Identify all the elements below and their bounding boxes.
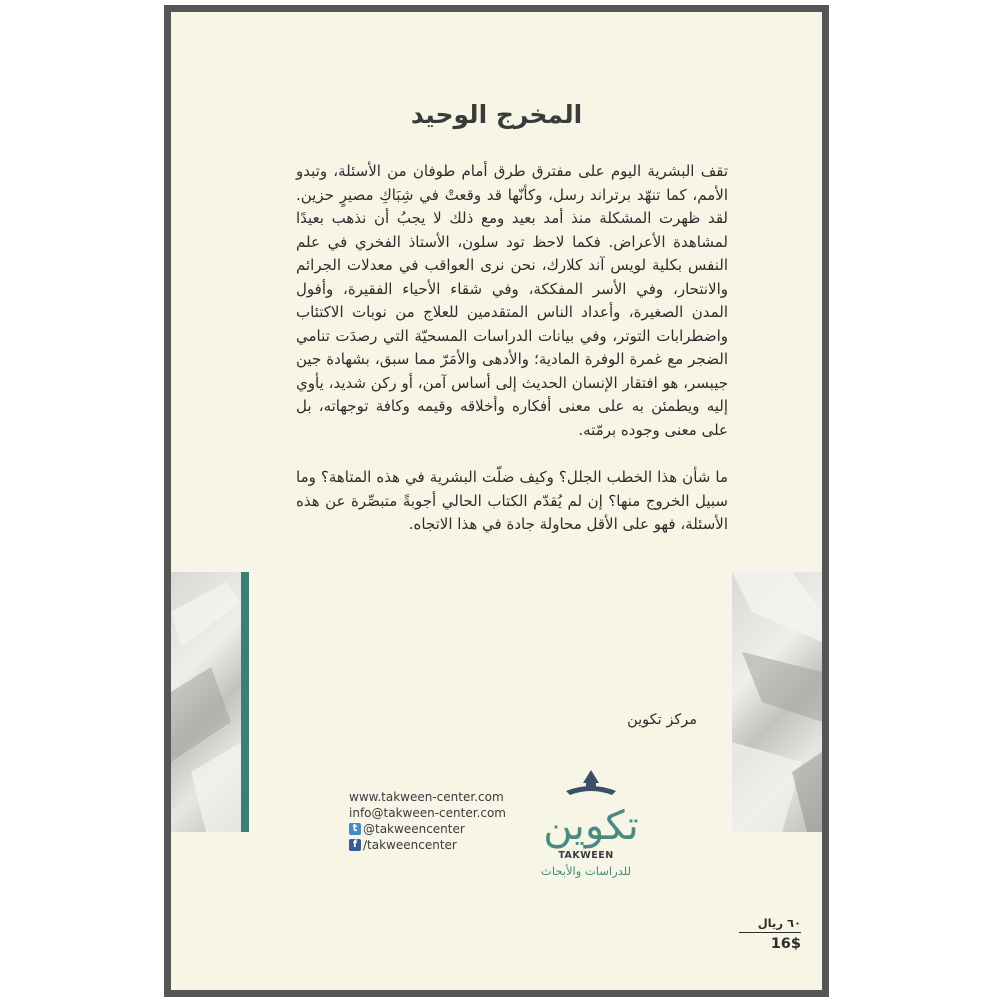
price-divider xyxy=(739,932,801,933)
logo-arabic-tagline: للدراسات والأبحاث xyxy=(541,864,631,878)
marble-decoration-right xyxy=(732,572,822,832)
blurb-paragraph-1: تقف البشرية اليوم على مفترق طرق أمام طوفان من الأسئلة، وتبدو الأمم، كما تنهّد برتراند رسل، وكأنّها قد وقعتْ في شِبَاكِ مصيرٍ حزين. لقد ظهرت المشكلة منذ أمد بعيد ومع ذلك لا يجبُ أن نذهب بعيدًا لمشاهدة الأعراض. فكما لاحظ تود سلون، الأستاذ الفخري في علم النفس بكلية لويس آند كلارك، نحن نرى العواقب في معدلات الجرائم والانتحار، وفي الأسر المفككة، وفي شقاء الأحياء الفقيرة، وأفول المدن الصغيرة، وأعداد الناس المتقدمين للعلاج من نوبات الاكتئاب واضطرابات التوتر، وفي بيانات الدراسات المسحيّة التي رصدَت تنامي الضجر مع غمرة الوفرة المادية؛ والأدهى والأمَرّ مما سبق، بشهادة جين جيبسر، هو افتقار الإنسان الحديث إلى أساس آمن، أو ركن شديد، يأوي إليه ويطمئن به على معنى أفكاره وأخلاقه وقيمه وكافة توجهاته، بل على معنى وجوده برمّته. xyxy=(296,162,728,439)
logo-arabic-logotype: تكوين xyxy=(543,803,639,849)
blurb-paragraph-2: ما شأن هذا الخطب الجلل؟ وكيف ضلّت البشرية في هذه المتاهة؟ وما سبيل الخروج منها؟ إن لم يُقدّم الكتاب الحالي أجوبةً متبصِّرة عن هذه الأسئلة، فهو على الأقل محاولة جادة في هذا الاتجاه. xyxy=(296,468,728,533)
book-title: المخرج الوحيد xyxy=(410,100,583,129)
publisher-signature: مركز تكوين xyxy=(627,712,697,728)
twitter-handle-text: @takweencenter xyxy=(363,822,465,836)
price-block xyxy=(739,916,801,952)
marble-decoration-left xyxy=(171,572,241,832)
twitter-handle[interactable] xyxy=(349,821,506,837)
book-back-cover xyxy=(164,5,829,997)
twitter-icon: t xyxy=(349,823,361,835)
website-link[interactable]: www.takween-center.com xyxy=(349,790,504,804)
teal-accent-bar xyxy=(241,572,249,832)
contact-block xyxy=(349,789,506,853)
facebook-handle-text: /takweencenter xyxy=(363,838,457,852)
facebook-icon: f xyxy=(349,839,361,851)
blurb-text xyxy=(296,160,728,537)
email-link[interactable]: info@takween-center.com xyxy=(349,806,506,820)
facebook-handle[interactable] xyxy=(349,837,506,853)
logo-english-name: TAKWEEN xyxy=(558,850,614,861)
price-usd: 16$ xyxy=(770,936,801,952)
price-local: ٦٠ ريال xyxy=(757,916,801,930)
